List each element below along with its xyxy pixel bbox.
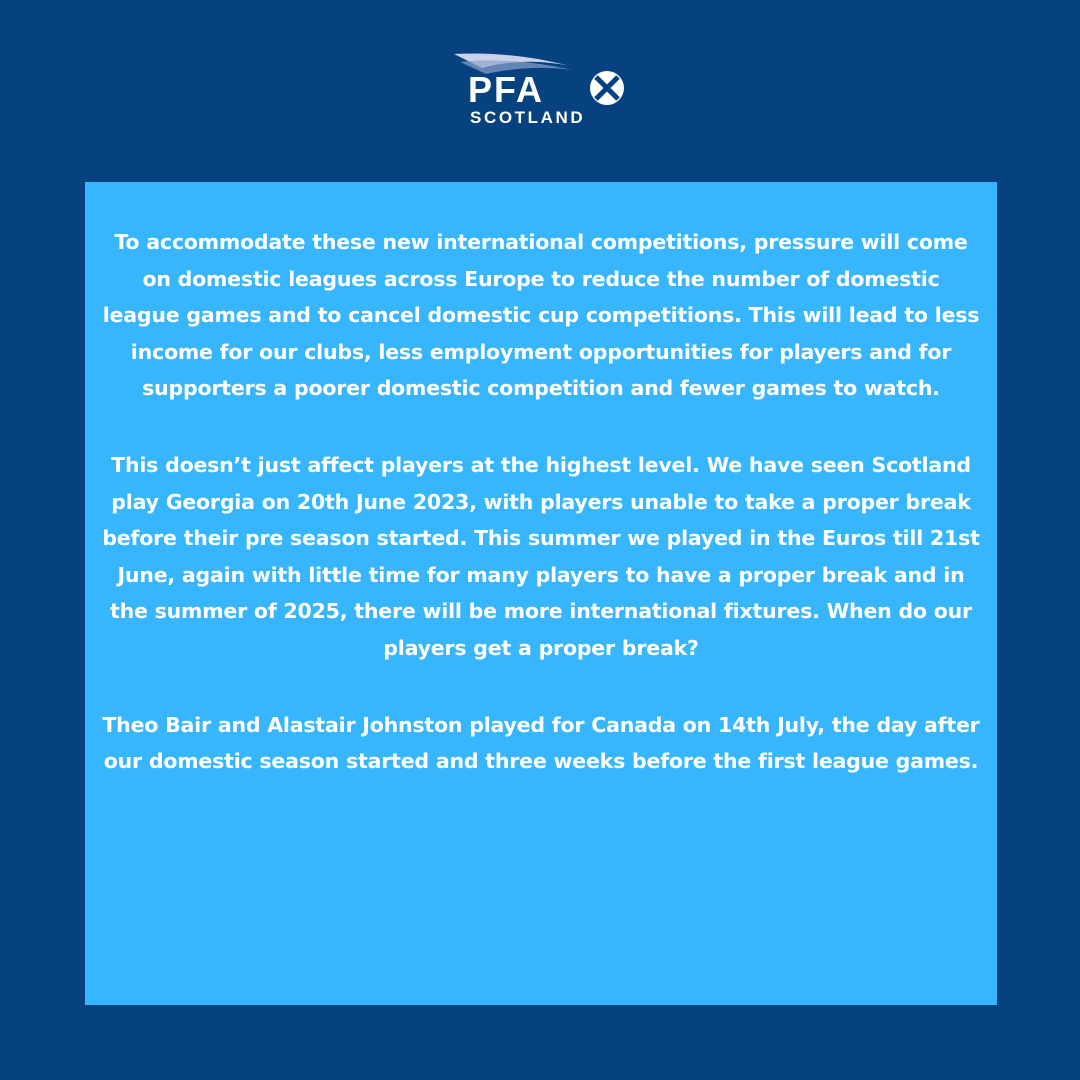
pfa-scotland-logo: [452, 52, 628, 128]
paragraph-canada-example: Theo Bair and Alastair Johnston played for Canada on 14th July, the day after our domestic season started and three weeks before the first league games.: [102, 712, 980, 774]
statement-content: [85, 224, 997, 820]
statement-panel: [85, 182, 997, 1005]
logo-text-scotland: SCOTLAND: [470, 108, 586, 127]
paragraph-player-breaks: This doesn’t just affect players at the highest level. We have seen Scotland play Georgia on 20th June 2023, with players unable to take a proper break before their pre season started. This summer we played in the Euros till 21st June, again with little time for many players to have a proper break and in the summer of 2025, there will be more international fixtures. When do our players get a proper break?: [102, 452, 980, 660]
paragraph-domestic-leagues: To accommodate these new international competitions, pressure will come on domestic leagues across Europe to reduce the number of domestic league games and to cancel domestic cup competitions. This will lead to less income for our clubs, less employment opportunities for players and for supporters a poorer domestic competition and fewer games to watch.: [102, 230, 980, 401]
logo-text-pfa: PFA: [468, 69, 545, 110]
saltire-ball-icon: [590, 71, 624, 105]
